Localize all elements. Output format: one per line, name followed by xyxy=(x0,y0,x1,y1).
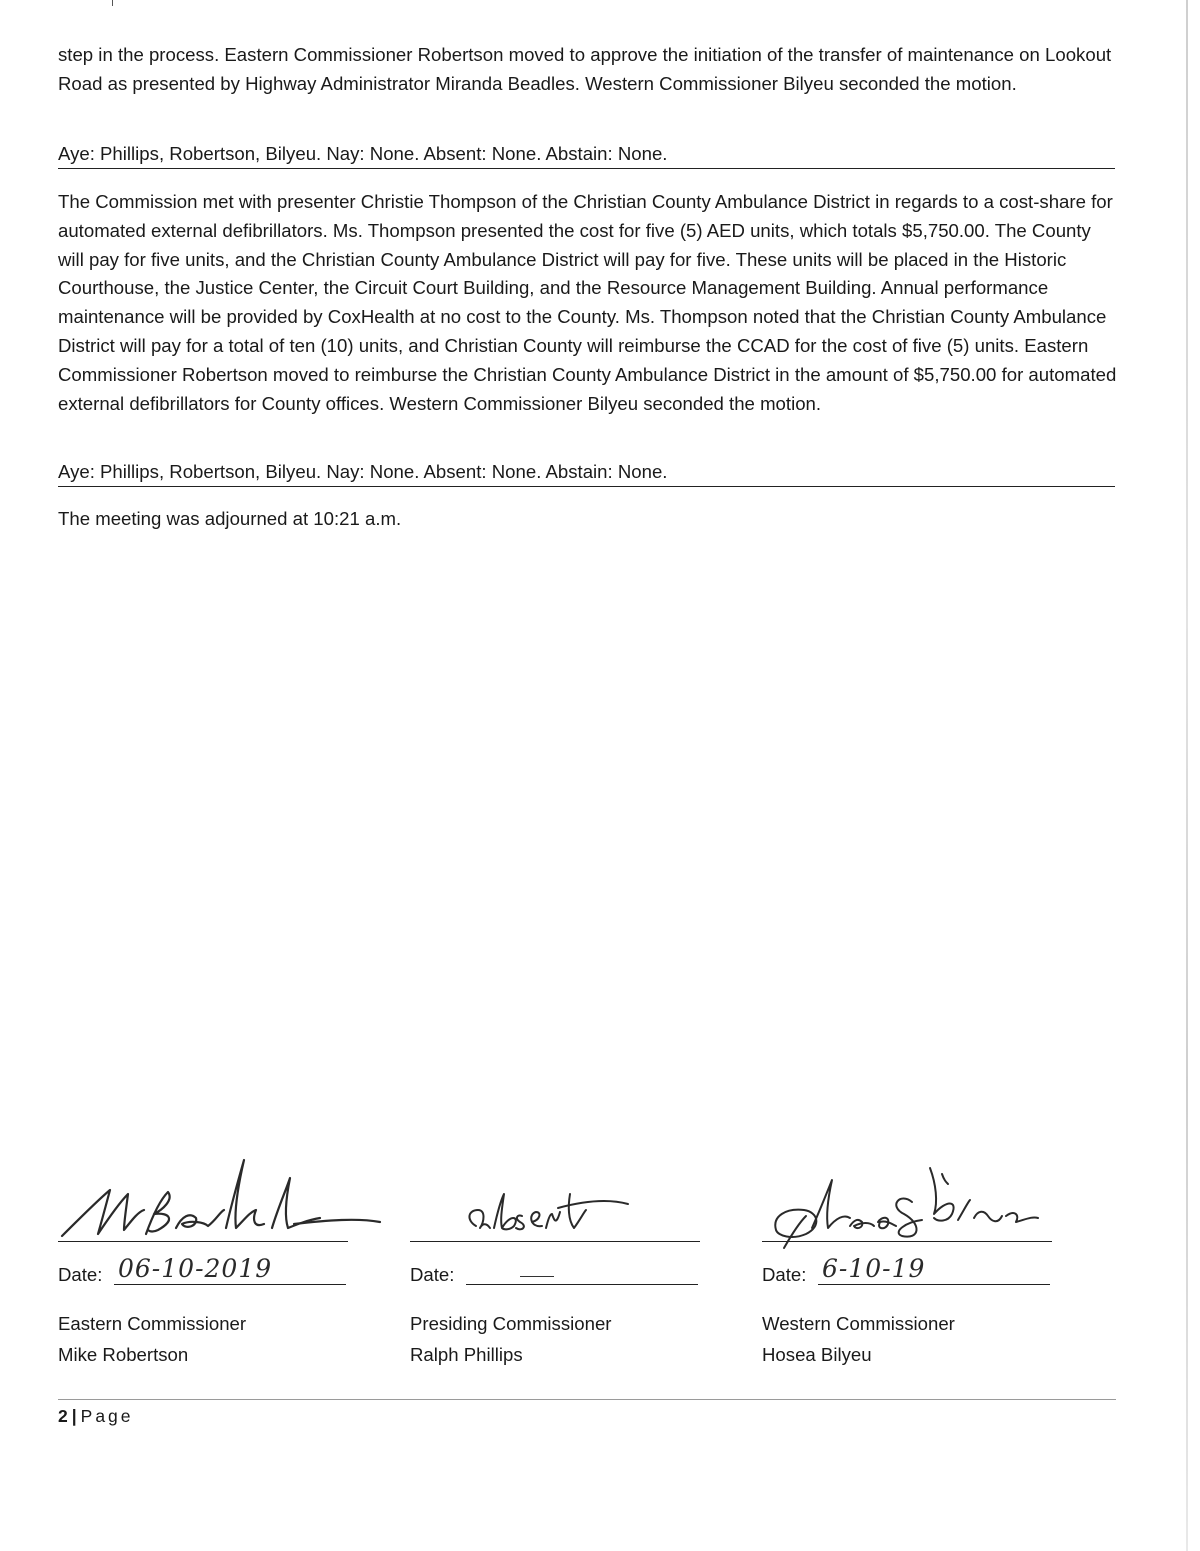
signatory-name: Hosea Bilyeu xyxy=(762,1344,872,1365)
minutes-paragraph-aed-cost-share: The Commission met with presenter Christie Thompson of the Christian County Ambulance District in regards to a cost-share for automated external defibrillators. Ms. Thompson presented the cost for five (5) AED units, which totals $5,750.00. The County will pay for five units, and the Christian County Ambulance District will pay for five. These units will be placed in the Historic Courthouse, the Justice Center, the Circuit Court Building, and the Resource Management Building. Annual performance maintenance will be provided by CoxHealth at no cost to the County. Ms. Thompson noted that the Christian County Ambulance District will pay for a total of ten (10) units, and Christian County will reimburse the CCAD for the cost of five (5) units. Eastern Commissioner Robertson moved to reimburse the Christian County Ambulance District in the amount of $5,750.00 for automated external defibrillators for County offices. Western Commissioner Bilyeu seconded the motion. xyxy=(58,191,1117,414)
signature-line xyxy=(58,1241,348,1242)
minutes-paragraph-lookout-road: step in the process. Eastern Commissioner Robertson moved to approve the initiation of the transfer of maintenance on Lookout Road as presented by Highway Administrator Miranda Beadles. Western Commissioner Bilyeu seconded the motion. xyxy=(58,44,1112,94)
footer-separator: | xyxy=(71,1406,77,1426)
signature-block-presiding xyxy=(410,1150,710,1380)
handwritten-date: 6-10-19 xyxy=(822,1254,926,1283)
date-row xyxy=(410,1262,710,1288)
date-label: Date: xyxy=(410,1264,455,1285)
date-label: Date: xyxy=(58,1264,103,1285)
signature-line xyxy=(410,1241,700,1242)
signatory-name: Ralph Phillips xyxy=(410,1344,523,1365)
signatory-role: Western Commissioner xyxy=(762,1313,955,1334)
signatory-title xyxy=(410,1308,612,1370)
page-number: 2 xyxy=(58,1406,68,1426)
date-row xyxy=(762,1254,1062,1288)
signatory-title xyxy=(762,1308,955,1370)
signatory-role: Eastern Commissioner xyxy=(58,1313,247,1334)
top-tick-mark xyxy=(112,0,113,6)
date-line xyxy=(114,1284,346,1285)
date-label: Date: xyxy=(762,1264,807,1285)
date-line xyxy=(466,1284,698,1285)
signature-hosea-bilyeu xyxy=(762,1150,1092,1250)
date-row xyxy=(58,1254,358,1288)
page-footer xyxy=(58,1404,134,1428)
signatory-role: Presiding Commissioner xyxy=(410,1313,612,1334)
signature-block-western xyxy=(762,1150,1062,1380)
signatory-name: Mike Robertson xyxy=(58,1344,189,1365)
signatory-title xyxy=(58,1308,246,1370)
scan-edge xyxy=(1186,0,1188,1551)
date-line xyxy=(818,1284,1050,1285)
adjournment-note: The meeting was adjourned at 10:21 a.m. xyxy=(58,508,402,529)
signature-block-eastern xyxy=(58,1150,358,1380)
vote-record-1: Aye: Phillips, Robertson, Bilyeu. Nay: None. Absent: None. Abstain: None. xyxy=(58,142,1115,169)
handwritten-date: 06-10-2019 xyxy=(118,1254,273,1283)
date-dash-mark xyxy=(520,1276,554,1277)
signature-mike-robertson xyxy=(58,1150,388,1250)
signature-line xyxy=(762,1241,1052,1242)
absent-notation xyxy=(410,1150,740,1250)
page-label: Page xyxy=(80,1406,134,1426)
vote-record-2: Aye: Phillips, Robertson, Bilyeu. Nay: None. Absent: None. Abstain: None. xyxy=(58,460,1115,487)
footer-rule xyxy=(58,1399,1116,1400)
